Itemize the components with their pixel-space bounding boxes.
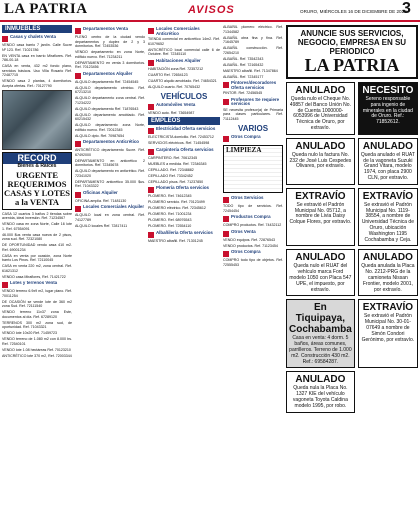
category-header: Departamentos Alquiler: [75, 72, 145, 79]
classified-ad: PLOMERO. Ref. 72554110: [148, 224, 192, 229]
classified-ad: CUARTO Ref. 72654123: [148, 72, 188, 77]
category-marker-icon: [148, 104, 154, 110]
category-header: Albañilería Oferta servicios: [148, 231, 220, 238]
notice-box: [358, 82, 418, 135]
classified-ad: ALBAÑIL construcción. Ref. 72654210: [223, 46, 283, 55]
category-header: Habitaciones Alquiler: [148, 59, 220, 66]
classified-ad: ANTICRÉTICO local comercial calle 6 de Octubre. Ref. 72345110: [148, 47, 220, 57]
classified-ad: VENDO productos. Ref. 71123454: [223, 243, 278, 248]
section-inmuebles: INMUEBLES: [2, 25, 72, 33]
notice-title: EXTRAVÍO: [362, 190, 414, 202]
notice-box: [286, 299, 355, 368]
ad-list: [148, 111, 220, 116]
category-header: Locales Comerciales Alquiler: [75, 205, 145, 212]
notice-body: Se extravió el Padrón Municipal No. 1119-38554, a nombre de Universidad Técnica de Oruro, ubicación Washington 1195 Cochabamba y Ceja.: [361, 201, 414, 243]
category-marker-icon: [75, 206, 81, 212]
column-5: [286, 25, 418, 509]
notice-body: Sereno responsable para ingenio de minerales en la ciudad de Oruro. Ref.: 71852612.: [362, 96, 413, 126]
category-header: Carpintería Oferta servicios: [148, 148, 220, 155]
category-marker-icon: [2, 282, 8, 288]
notice-box: [286, 82, 355, 135]
classified-ad: COMPRO todo tipo de objetos. Ref. 72555453: [223, 258, 283, 267]
classified-ad: ALQUILO departamento Ref. 72454545: [75, 79, 139, 84]
classified-ad: TODO tipo de servicios. Ref. 72454454: [223, 204, 283, 213]
notice-box: [286, 249, 355, 296]
notice-grid: [286, 82, 418, 413]
house-photo: [2, 90, 72, 150]
classified-ad: CASA en venta, 432 m2 fondo plano, servicios básicos. Uso Villa Rosario Ref. 72487715: [2, 64, 72, 77]
classified-ad: VENDO casa barrio 7 jardín. Calle Sucre Nº 123. Ref. 71021786: [2, 43, 72, 52]
ad-list: [148, 156, 220, 185]
notice-body: Se extravió el Padrón Municipal No. 30-01-07649 a nombre de Simón Condori Gerónimo, por extravío.: [361, 313, 415, 343]
classified-ad: DE OPORTUNIDAD vendo casa 410 m2. Ref. 69001234: [2, 243, 72, 252]
ad-list: [148, 37, 220, 57]
classified-ad: PLOMERO eléctrico. Ref. 72345612: [148, 206, 206, 211]
promo-text: ANUNCIE SUS SERVICIOS, NEGOCIO, EMPRESA EN SU PERIODICO: [297, 29, 407, 56]
notice-box: [358, 188, 418, 247]
classified-ad: ALQUILO departamento céntrico. Ref. 67213210: [75, 85, 145, 94]
classified-ad: MAESTRO albañil. Ref. 71301245: [148, 238, 203, 243]
classified-ad: CARPINTERO. Ref. 70612345: [148, 155, 198, 160]
notice-box: [286, 188, 355, 247]
notice-box: [358, 299, 418, 368]
category-marker-icon: [223, 99, 229, 105]
notice-title: ANULADO: [295, 252, 346, 264]
category-header: Otros Compra: [223, 250, 283, 257]
notice-body: Queda nulo la factura No. 232 de José Luis Cespedes Olivares, por extravío.: [289, 151, 352, 170]
ad-list: [223, 238, 283, 249]
ad-list: [2, 289, 72, 358]
classified-ad: VENDO auto. Ref. 73654987: [148, 111, 195, 116]
classified-ad: PLOMERO. Ref. 68976543: [148, 218, 192, 223]
classified-ad: HABITACIÓN zona Ref. 72357212: [148, 66, 204, 71]
classified-ad: CASA en venta por ocasión, zona Norte barrio Los Pinos. Ref. 72110045: [2, 253, 72, 262]
ad-list: [2, 43, 72, 88]
category-marker-icon: [223, 197, 229, 203]
classified-ad: PLOMERO servicio. Ref. 70123499: [148, 200, 205, 205]
notice-title: ANULADO: [295, 140, 346, 152]
classified-ad: ELECTRICISTA domicilio. Ref. 72453712: [148, 135, 214, 140]
category-marker-icon: [75, 28, 81, 34]
category-header: Productos Compra: [223, 215, 283, 222]
ad-list: [75, 35, 145, 70]
category-marker-icon: [75, 73, 81, 79]
section-vehiculos: VEHÍCULOS: [160, 92, 208, 102]
classified-ad: VENDO terreno 11x37 zona Este, documentos al día. Ref. 67289120: [2, 310, 72, 319]
ad-list: [2, 212, 72, 280]
notice-box: [286, 371, 355, 412]
classified-ad: CEPILLADO pisos. Ref. 71237850: [148, 179, 204, 184]
category-marker-icon: [148, 128, 154, 134]
column-4: [223, 25, 283, 509]
page-header: [0, 0, 420, 22]
classified-ad: VENDO terreno de 1.080 m2 con 8.000 bs. Ref. 72540101: [2, 337, 72, 346]
classified-ad: DEPARTAMENTO anticrético 35.000 $us. Ref. 71043322: [75, 179, 145, 188]
section-varios: VARIOS: [237, 124, 269, 134]
classified-ad: VENDO casa 2 plantas, 4 dormitorios. Acepta ofertas. Ref.: 70127790: [2, 79, 72, 88]
record-ad: [2, 152, 72, 210]
category-header: Oficinas Alquiler: [75, 191, 145, 198]
classified-ad: CUARTO alquilo amoblado. Ref. 74654321: [148, 78, 217, 83]
classified-ad: MUEBLES a medida. Ref. 72346345: [148, 161, 207, 166]
category-marker-icon: [75, 141, 81, 147]
classified-ad: EN VENTA casa en barrio Miraflores. Ref. 786-00-18: [2, 53, 72, 62]
classified-ad: PLENO centro de la ciudad vendo departamentos y duplex de 2 y 3 dormitorios. Ref. 72453536: [75, 35, 145, 48]
category-header: Profesores Se requiere servicios: [223, 98, 283, 107]
classified-ad: VENDO equipos. Ref. 72876543: [223, 237, 275, 242]
classified-ad: TERRENOS 300 m2 zona sud, de oportunidad. Ref. 71043321: [2, 320, 72, 329]
category-marker-icon: [148, 60, 154, 66]
classified-ad: SERVICIOS eléctricos. Ref. 71454598: [148, 141, 210, 146]
category-header: Lotes y terrenos Venta: [2, 281, 72, 288]
notice-title: En Tiquipaya, Cochabamba: [289, 302, 352, 336]
ad-list: [223, 258, 283, 267]
classified-ad: ALBAÑIL. Ref. 73542343: [223, 56, 264, 61]
category-marker-icon: [2, 36, 8, 42]
notice-title: NECESITO: [362, 85, 414, 96]
category-header: Locales Comerciales Anticrético: [148, 27, 220, 36]
classified-ad: ALQUILO departamento amoblado. Ref. 60215432: [75, 112, 145, 121]
ad-list: [223, 108, 283, 122]
page-number: 3: [402, 0, 411, 17]
notice-body: Se extravió el Padrón Municipal No. 05712, a nombre de Livia Daisy Colque Flores, por extravío.: [289, 201, 352, 226]
ad-list: [75, 148, 145, 189]
classified-ad: TIENDA comercial en anticrético 14m2. Ref. 61079652: [148, 37, 220, 46]
classified-ad: VENDO casa Miraflores, Ref. 71421722: [2, 274, 66, 279]
ad-list: [75, 80, 145, 139]
notice-body: Queda nula la Placa No. 1327 KIE del vehículo vagoneta Toyota Caldina modelo 1995, por robo.: [292, 385, 348, 409]
category-marker-icon: [223, 136, 229, 142]
category-marker-icon: [148, 149, 154, 155]
classified-ad: PINTOR. Ref. 72456545: [223, 91, 263, 96]
column-1: [2, 25, 72, 509]
notice-title: ANULADO: [362, 140, 413, 152]
section-title: AVISOS: [188, 4, 235, 16]
category-marker-icon: [148, 232, 154, 238]
classified-ad: 46.000 $us venta casa nueva de 2 pisos, zona sud. Ref. 72321080: [2, 232, 72, 241]
notice-title: EXTRAVÍO: [362, 302, 414, 314]
classified-ad: CASA 12 cuartos 3 baños 2 tiendas sobre avenida, ideal inversión. Ref. 71234567: [2, 211, 72, 220]
category-marker-icon: [223, 216, 229, 222]
ad-list: [223, 204, 283, 213]
notice-body: Queda anulada la Placa No. 2212-PRG de la camioneta Nissan Frontier, modelo 2001, por extravío.: [361, 263, 415, 293]
classified-ad: ALBAÑIL. Ref. 72345177: [223, 74, 264, 79]
category-marker-icon: [148, 28, 154, 34]
classified-ad: ALBAÑIL. Ref. 72165432: [223, 62, 264, 67]
classified-ad: PLOMERO. Ref. 74612345: [148, 194, 192, 199]
ad-list: [148, 194, 220, 229]
ad-list: [223, 223, 283, 228]
newspaper-brand: LA PATRIA: [4, 1, 88, 17]
classified-ad: DEPARTAMENTO en anticrético 2 dormitorios. Ref. 72345678: [75, 158, 145, 167]
dateline: ORURO, MIÉRCOLES 16 DE DICIEMBRE DE 2020: [300, 9, 407, 14]
classified-ad: ALQUILO departamento en anticrético. Ref. 72341020: [75, 169, 145, 178]
promo-logo: LA PATRIA: [304, 55, 400, 75]
record-headline: URGENTE REQUERIMOS CASAS Y LOTES a la VENTA: [4, 169, 70, 207]
classified-ad: CEPILLADO Ref. 73342452: [148, 173, 193, 178]
notice-box: [286, 138, 355, 185]
classified-ad: DE OCASIÓN se vende lote de 360 m2 zona Sud. Ref. 72111540: [2, 299, 72, 308]
classified-ad: DEPARTAMENTO en venta 3 dormitorios. Ref. 70123456: [75, 60, 145, 69]
ad-list: [223, 25, 283, 79]
category-header: Pintores/decoradores Oferta servicios: [223, 81, 283, 90]
notice-title: ANULADO: [295, 85, 346, 96]
classified-ad: ALQUILO local en zona central. Ref. 74127789: [75, 213, 145, 222]
notice-title: ANULADO: [362, 252, 413, 264]
category-header: Casas y chalets Venta: [2, 35, 72, 42]
ad-list: [75, 199, 145, 204]
classified-ad: CEPILLADO. Ref. 72348882: [148, 167, 194, 172]
classified-ad: COMPRO productos. Ref. 74432112: [223, 223, 282, 228]
classified-ad: ANTICRÉTICO departamento Sucre. Ref. 67492000: [75, 148, 145, 157]
ad-list: [75, 213, 145, 228]
classified-ad: VENDO casa en zona Norte, Calle 16 lote 1. Ref. 67554091: [2, 222, 72, 231]
ad-list: [148, 135, 220, 146]
notice-box: [358, 138, 418, 185]
notice-body: Casa en venta: 4 dorm. 5 baños, áreas comunes, parrilleros. Terreno de 1.000 m2. Construcción 430 m2. Ref.: 69584287.: [289, 335, 352, 365]
classified-ad: VENDO lote 1.08 hectáreas Ref. 70123210: [2, 347, 71, 352]
classified-ad: CASA en venta 220 m2, zona central. Ref. 61621312: [2, 264, 72, 273]
classified-ad: PLOMERO. Ref. 71001234: [148, 212, 192, 217]
promo-box: [286, 25, 418, 79]
notice-title: EXTRAVÍO: [295, 190, 346, 202]
classified-ad: ALBAÑIL plomero eléctrico. Ref. 71344582: [223, 25, 283, 34]
category-header: Departamentos Anticrético: [75, 140, 145, 147]
section-empleos: EMPLEOS: [148, 117, 220, 125]
category-marker-icon: [75, 192, 81, 198]
ad-list: [148, 67, 220, 90]
classified-ad: ANTICRÉTICO lote 370 m2, Ref. 72003344: [2, 353, 72, 358]
ad-list: [223, 91, 283, 96]
category-marker-icon: [223, 82, 229, 88]
classified-ad: ALQUILO departamento zona central. Ref. 71234222: [75, 96, 145, 105]
classified-ad: ALQUILO cuarto. Ref. 70765432: [148, 84, 201, 89]
category-marker-icon: [223, 231, 229, 237]
classified-ad: VENDO terreno 6.9x9 m2, lugar plano. Ref. 70011254: [2, 289, 72, 298]
notice-body: Queda anulado el RUAT de la vagoneta Suzuki Grand Vitara, modelo 1974, con placa 2900 CLN, por extravío.: [360, 151, 415, 181]
column-2: [75, 25, 145, 509]
classified-ad: ALQUILO departamento zona Norte, edificio nuevo. Ref. 72012345: [75, 123, 145, 132]
category-marker-icon: [223, 251, 229, 257]
category-header: Departamentos Venta: [75, 27, 145, 34]
classified-ad: ALQUILO departamento Ref. 71876543: [75, 106, 139, 111]
category-header: Electricidad Oferta servicios: [148, 127, 220, 134]
classified-ad: OFICINA amplia. Ref. 71481130: [75, 198, 127, 203]
classified-ad: VENDO lote 10x20 Ref. 71459723: [2, 331, 57, 335]
record-logo: RECORD: [3, 153, 71, 164]
column-3: [148, 25, 220, 509]
classified-ad: ALQUILO dpto. Ref. 70987654: [75, 133, 125, 138]
notice-body: Queda nulo el Cheque No. 49857 del Banco Unión No. de Cuenta 1000000-6053996 de Universidad Técnica de Oruro, por extravío.: [289, 96, 351, 131]
notice-box: [358, 249, 418, 296]
ad-list: [148, 239, 220, 244]
category-header: Otros Servicios: [223, 196, 283, 203]
cleaning-banner-ad: LIMPIEZA: [223, 145, 283, 193]
category-header: Plomería Oferta servicios: [148, 186, 220, 193]
classified-ad: ALBAÑIL obra fina y fina. Ref. 71645789: [223, 35, 283, 44]
classified-ad: VENDO departamento en zona Norte, edificio nuevo. Ref. 71234211: [75, 50, 145, 59]
category-header: Otros Compra: [223, 135, 283, 142]
classified-ad: ALQUILO locales Ref. 72817411: [75, 223, 128, 228]
classified-ad: MAESTRO albañil. Ref. 71347864: [223, 68, 278, 73]
notice-body: Queda nulo el RUAT del vehículo marca Ford modelo 1050 con Placa 547 UPE, el impuesto, por extravío.: [289, 263, 352, 293]
category-header: Otros Venta: [223, 230, 283, 237]
category-marker-icon: [148, 187, 154, 193]
category-header: Automóviles Venta: [148, 103, 220, 110]
notice-title: ANULADO: [295, 374, 346, 386]
classified-ad: SE necesita profesor(a) de Primaria para clases particulares. Ref. 71112445: [223, 107, 283, 121]
record-subtitle: Bienes & Raíces: [17, 163, 57, 169]
